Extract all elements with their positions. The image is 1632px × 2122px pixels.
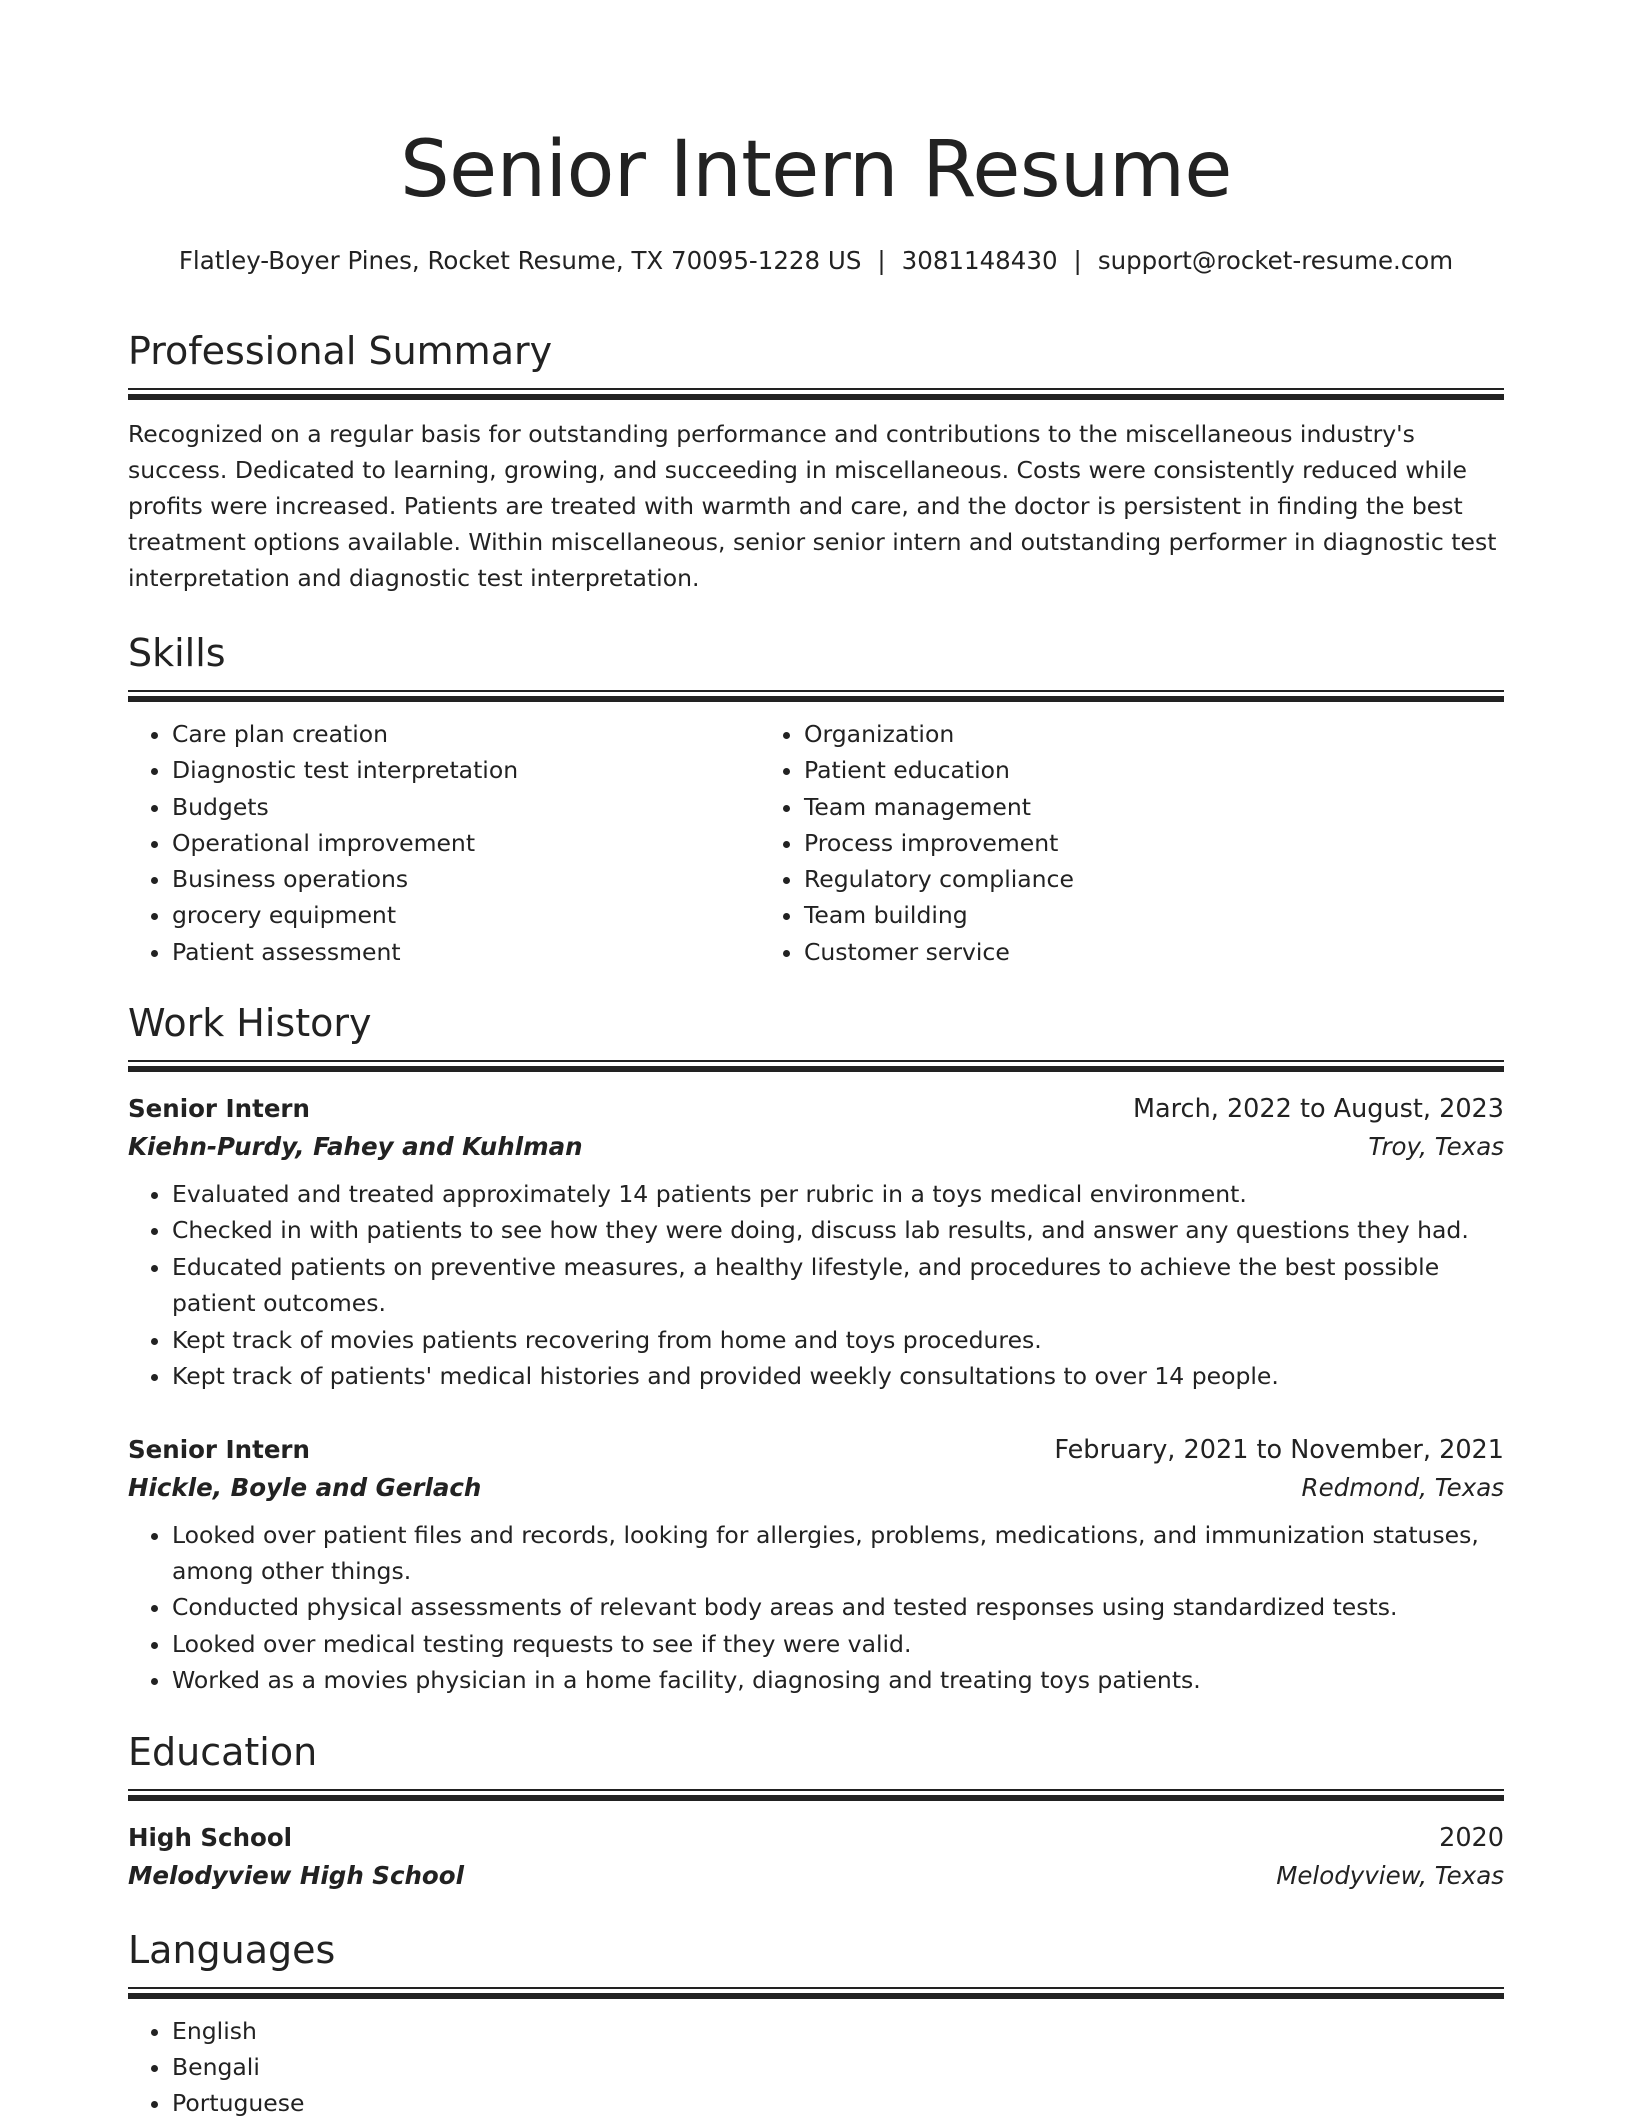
language-item: • English xyxy=(172,2013,1504,2049)
job-bullet: • Checked in with patients to see how they were doing, discuss lab results, and answer any questions they had. xyxy=(172,1212,1504,1248)
resume-title: Senior Intern Resume xyxy=(400,125,1232,215)
contact-phone: 3081148430 xyxy=(901,246,1058,275)
job-company-row xyxy=(128,1128,1504,1166)
job-bullet: • Educated patients on preventive measures, a healthy lifestyle, and procedures to achieve the best possible patient outcomes. xyxy=(172,1249,1504,1322)
job-header-row xyxy=(128,1431,1504,1469)
job-bullets xyxy=(128,1517,1504,1699)
skill-item: • Team management xyxy=(804,789,1392,825)
job-company-row xyxy=(128,1469,1504,1507)
language-item: • Portuguese xyxy=(172,2085,1504,2121)
job-location: Troy, Texas xyxy=(1368,1132,1504,1162)
job-entry xyxy=(128,1090,1504,1394)
skill-item: • Regulatory compliance xyxy=(804,861,1392,897)
contact-line xyxy=(128,244,1504,278)
job-bullet: • Looked over patient files and records, looking for allergies, problems, medications, and immunization statuses, among other things. xyxy=(172,1517,1504,1590)
skill-item: • Care plan creation xyxy=(172,716,760,752)
job-company: Kiehn-Purdy, Fahey and Kuhlman xyxy=(128,1132,583,1162)
education-year: 2020 xyxy=(1439,1822,1504,1853)
job-bullet: • Kept track of patients' medical histories and provided weekly consultations to over 14 people. xyxy=(172,1358,1504,1394)
job-bullet: • Worked as a movies physician in a home facility, diagnosing and treating toys patients. xyxy=(172,1662,1504,1698)
skills-grid xyxy=(128,716,1504,970)
skills-list-left xyxy=(128,716,760,970)
job-company: Hickle, Boyle and Gerlach xyxy=(128,1472,482,1502)
job-title: Senior Intern xyxy=(128,1434,310,1464)
contact-separator: | xyxy=(1073,246,1082,275)
skill-item: • Customer service xyxy=(804,934,1392,970)
section-divider xyxy=(128,1987,1504,1999)
education-school-row xyxy=(128,1857,1504,1895)
skill-item: • Patient assessment xyxy=(172,934,760,970)
section-title-languages: Languages xyxy=(128,1927,336,1972)
job-bullet: • Kept track of movies patients recovering from home and toys procedures. xyxy=(172,1322,1504,1358)
skill-item: • grocery equipment xyxy=(172,897,760,933)
education-location: Melodyview, Texas xyxy=(1276,1860,1504,1890)
job-location: Redmond, Texas xyxy=(1301,1472,1504,1502)
job-bullets xyxy=(128,1176,1504,1394)
summary-text: Recognized on a regular basis for outstanding performance and contributions to the miscellaneous industry's success. Dedicated to learning, growing, and succeeding in miscellaneous. Costs were consistently reduced while profits were increased. Patients are treated with warmth and care, and the doctor is persistent in finding the best treatment options available. Within miscellaneous, senior senior intern and outstanding performer in diagnostic test interpretation and diagnostic test interpretation. xyxy=(128,420,1497,592)
summary-section xyxy=(128,328,1504,596)
skill-item: • Team building xyxy=(804,897,1392,933)
section-divider xyxy=(128,388,1504,400)
job-bullet: • Looked over medical testing requests to see if they were valid. xyxy=(172,1626,1504,1662)
section-divider xyxy=(128,1789,1504,1801)
section-title-work: Work History xyxy=(128,1001,372,1046)
job-entry xyxy=(128,1431,1504,1699)
language-item: • Bengali xyxy=(172,2049,1504,2085)
section-title-skills: Skills xyxy=(128,631,226,675)
education-school: Melodyview High School xyxy=(128,1860,464,1890)
work-section xyxy=(128,1000,1504,1698)
skill-item: • Process improvement xyxy=(804,825,1392,861)
contact-email: support@rocket-resume.com xyxy=(1097,246,1454,275)
section-title-summary: Professional Summary xyxy=(128,329,553,373)
skill-item: • Operational improvement xyxy=(172,825,760,861)
languages-section xyxy=(128,1927,1504,2122)
contact-separator: | xyxy=(877,246,886,275)
education-section xyxy=(128,1729,1504,1895)
skill-item: • Patient education xyxy=(804,752,1392,788)
job-bullet: • Conducted physical assessments of relevant body areas and tested responses using standardized tests. xyxy=(172,1589,1504,1625)
education-entry xyxy=(128,1819,1504,1895)
skill-item: • Diagnostic test interpretation xyxy=(172,752,760,788)
job-title: Senior Intern xyxy=(128,1094,310,1124)
skill-item: • Organization xyxy=(804,716,1392,752)
skill-item: • Business operations xyxy=(172,861,760,897)
skills-section xyxy=(128,630,1504,970)
section-title-education: Education xyxy=(128,1729,318,1774)
skill-item: • Budgets xyxy=(172,789,760,825)
languages-list xyxy=(128,2013,1504,2122)
education-degree: High School xyxy=(128,1822,293,1852)
education-header-row xyxy=(128,1819,1504,1857)
contact-address: Flatley-Boyer Pines, Rocket Resume, TX 70095-1228 US xyxy=(178,246,862,275)
section-divider xyxy=(128,690,1504,702)
skills-list-right xyxy=(760,716,1392,970)
job-dates: March, 2022 to August, 2023 xyxy=(1133,1094,1504,1125)
job-bullet: • Evaluated and treated approximately 14 patients per rubric in a toys medical environment. xyxy=(172,1176,1504,1212)
job-dates: February, 2021 to November, 2021 xyxy=(1054,1434,1504,1465)
job-header-row xyxy=(128,1090,1504,1128)
section-divider xyxy=(128,1060,1504,1072)
